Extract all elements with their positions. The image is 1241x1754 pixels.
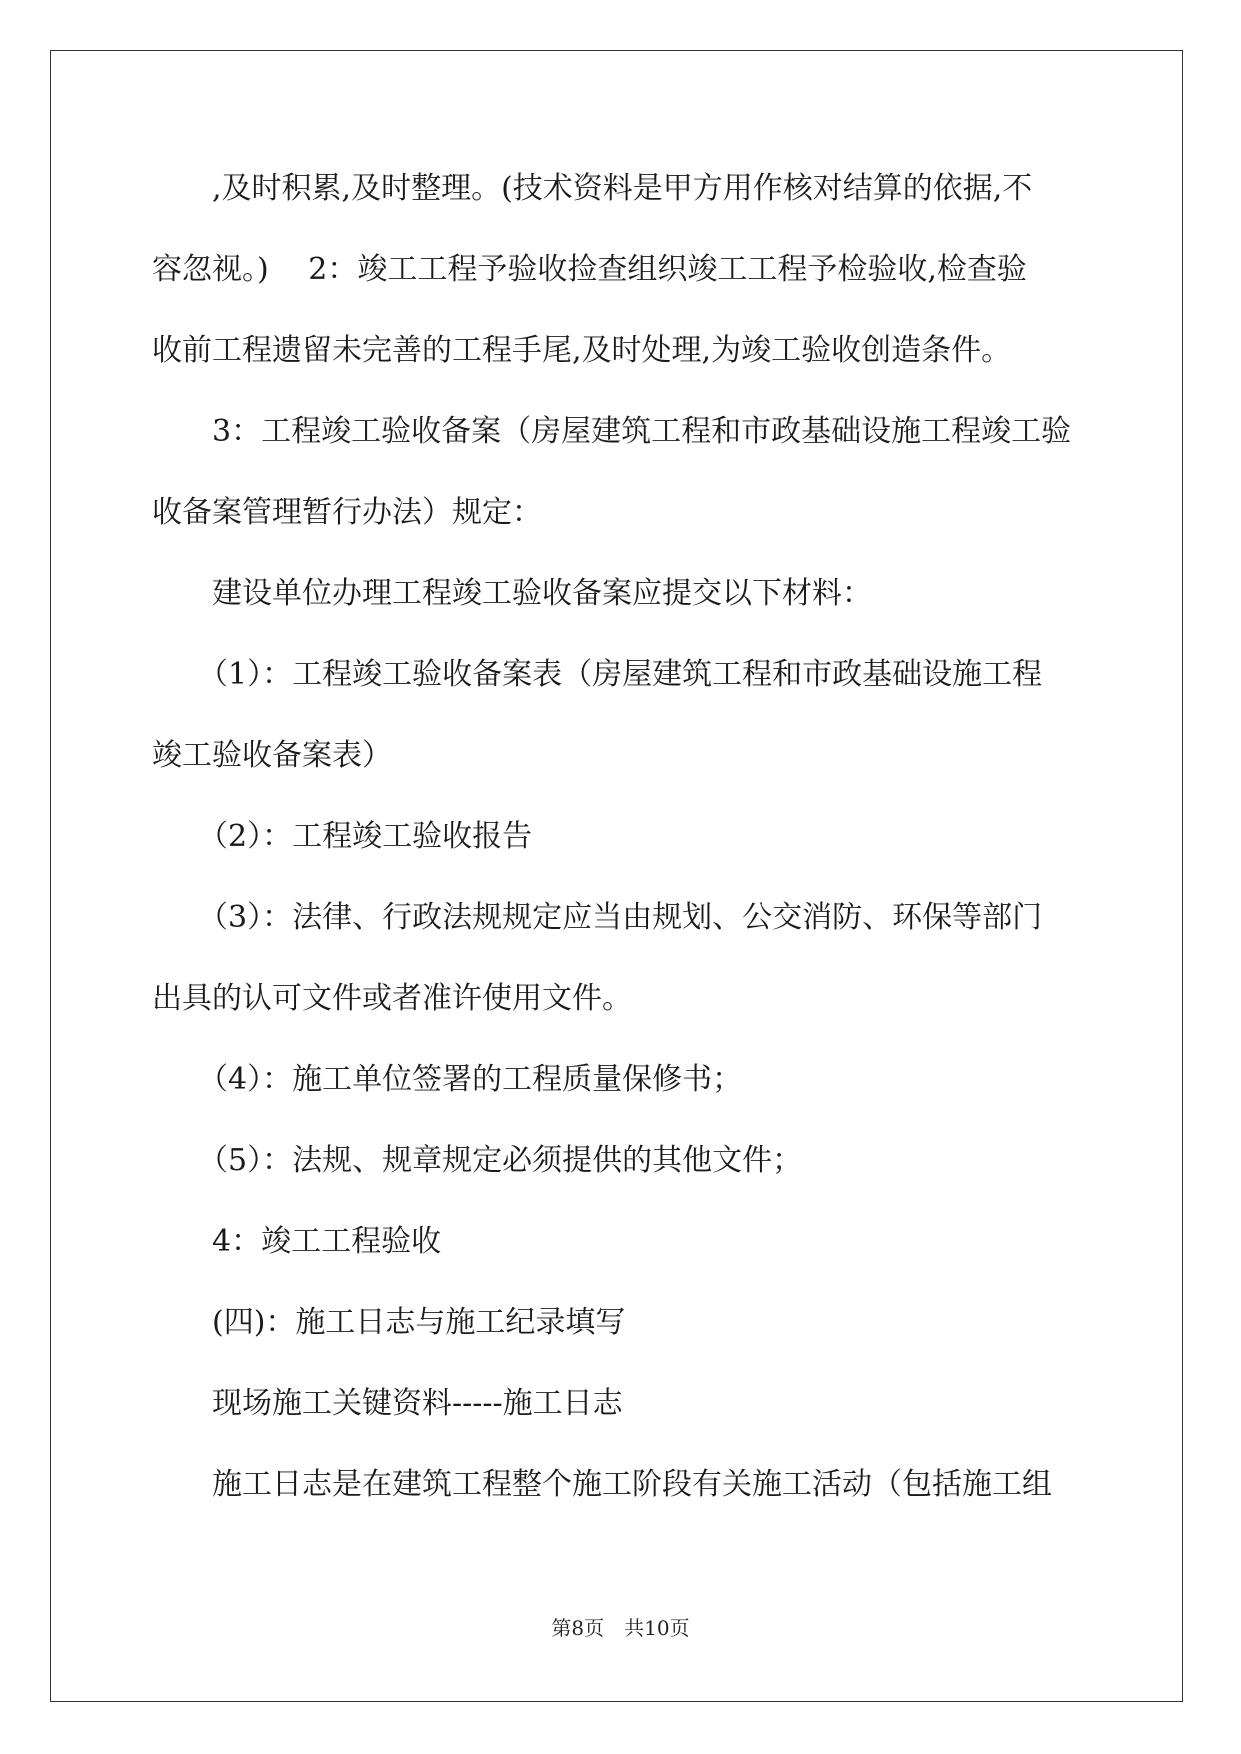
document-body bbox=[152, 162, 1082, 1539]
text-line: 出具的认可文件或者准许使用文件。 bbox=[152, 981, 632, 1016]
text-line: （2）：工程竣工验收报告 bbox=[198, 819, 533, 854]
text-line: 收备案管理暂行办法）规定： bbox=[152, 495, 542, 530]
text-line: (四)：施工日志与施工纪录填写 bbox=[212, 1305, 626, 1340]
text-line: （4）：施工单位签署的工程质量保修书； bbox=[198, 1062, 743, 1097]
text-line: 4：竣工工程验收 bbox=[212, 1224, 442, 1259]
text-line: （5）：法规、规章规定必须提供的其他文件； bbox=[198, 1143, 803, 1178]
text-line: 施工日志是在建筑工程整个施工阶段有关施工活动（包括施工组 bbox=[212, 1467, 1052, 1502]
text-line: 收前工程遗留未完善的工程手尾,及时处理,为竣工验收创造条件。 bbox=[152, 333, 1012, 368]
text-line: 现场施工关键资料-----施工日志 bbox=[212, 1386, 623, 1421]
text-line: ,及时积累,及时整理。(技术资料是甲方用作核对结算的依据,不 bbox=[212, 171, 1033, 206]
text-line: （1）：工程竣工验收备案表（房屋建筑工程和市政基础设施工程 bbox=[198, 657, 1043, 692]
page-number-footer: 第8页 共10页 bbox=[551, 1616, 690, 1640]
text-line: 3：工程竣工验收备案（房屋建筑工程和市政基础设施工程竣工验 bbox=[212, 414, 1072, 449]
text-line: 竣工验收备案表） bbox=[152, 738, 392, 773]
text-line: （3）：法律、行政法规规定应当由规划、公交消防、环保等部门 bbox=[198, 900, 1043, 935]
text-line: 建设单位办理工程竣工验收备案应提交以下材料： bbox=[212, 576, 872, 611]
text-line: 容忽视。) 2：竣工工程予验收捡查组织竣工工程予检验收,检查验 bbox=[152, 252, 1027, 287]
